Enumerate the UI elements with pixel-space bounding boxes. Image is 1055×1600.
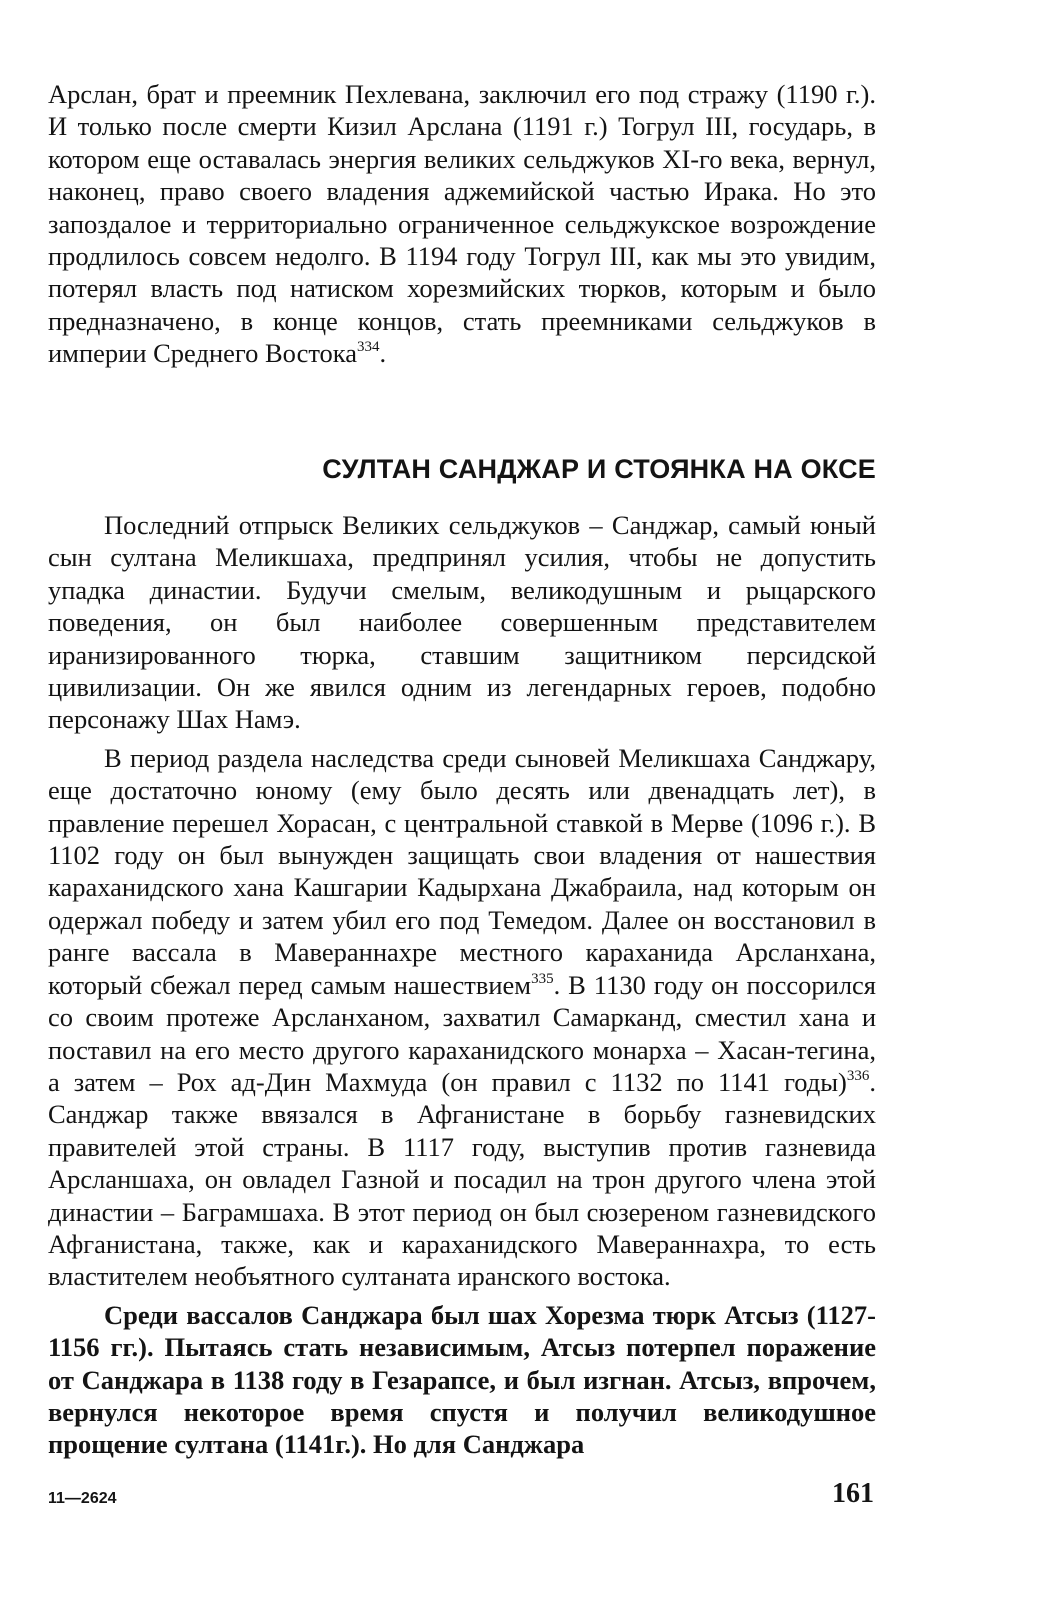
paragraph-2-part-b: . В 1130 году он поссорился со своим протеже Арсланханом, захватил Самарканд, сместил хана и поставил на его место другого караханидского монарха – Хасан-тегина, а затем – Рох ад-Дин Махмуда (он правил с 1132 по 1141 годы): [48, 969, 877, 1097]
paragraph-1: Последний отпрыск Великих сельджуков – Санджар, самый юный сын султана Меликшаха, предпринял усилия, чтобы не допустить упадка династии. Будучи смелым, великодушным и рыцарского поведения, он был наиболее совершенным представителем иранизированного тюрка, ставшим защитником персидской цивилизации. Он же явился одним из легендарных героев, подобно персонажу Шах Намэ.: [48, 510, 876, 735]
intro-paragraph: [48, 78, 876, 370]
footnote-ref-336: 336: [846, 1067, 870, 1084]
intro-end-punct: .: [379, 338, 387, 369]
page-number: 161: [832, 1478, 874, 1509]
footnote-ref-334: 334: [357, 339, 380, 356]
footnote-ref-335: 335: [531, 970, 554, 987]
paragraph-2-part-c: . Санджар также ввязался в Афганистане в борьбу газневидских правителей этой страны. В 1117 году, выступив против газневида Арсланшаха, он овладел Газной и посадил на трон другого члена этой династии – Баграмшаха. В этот период он был сюзереном газневидского Афганистана, также, как и караханидского Мавераннахра, то есть властителем необъятного султаната иранского востока.: [48, 1066, 876, 1292]
paragraph-3: Среди вассалов Санджара был шах Хорезма тюрк Атсыз (1127-1156 гг.). Пытаясь стать независимым, Атсыз потерпел поражение от Санджара в 1138 году в Гезарапсе, и был изгнан. Атсыз, впрочем, вернулся некоторое время спустя и получил великодушное прощение султана (1141г.). Но для Санджара: [48, 1299, 876, 1460]
printer-signature: 11—2624: [48, 1490, 117, 1507]
intro-text-line: [48, 78, 876, 370]
paragraph-2-part-a: В период раздела наследства среди сыновей Меликшаха Санджару, еще достаточно юному (ему было десять или двенадцать лет), в правление перешел Хорасан, с центральной ставкой в Мерве (1096 г.). В 1102 году он был вынужден защищать свои владения от нашествия караханидского хана Кашгарии Кадырхана Джабраила, над которым он одержал победу и затем убил его под Темедом. Далее он восстановил в ранге вассала в Мавераннахре местного караханида Арсланхана, который сбежал перед самым нашествием: [48, 742, 876, 1000]
section-body: [48, 509, 876, 1461]
paragraph-2: [48, 742, 876, 1293]
intro-text: Арслан, брат и преемник Пехлевана, заключил его под стражу (1190 г.). И только после смерти Кизил Арслана (1191 г.) Тогрул III, государь, в котором еще оставалась энергия великих сельджуков XI-го века, вернул, наконец, право своего владения аджемийской частью Ирака. Но это запоздалое и территориально ограниченное сельджукское возрождение продлилось совсем недолго. В 1194 году Тогрул III, как мы это увидим, потерял власть под натиском хорезмийских тюрков, которым и было предназначено, в конце концов, стать преемниками сельджуков в империи Среднего Востока: [48, 79, 876, 369]
page-footer: [48, 1478, 876, 1518]
section-heading: СУЛТАН САНДЖАР И СТОЯНКА НА ОКСЕ: [322, 454, 876, 484]
